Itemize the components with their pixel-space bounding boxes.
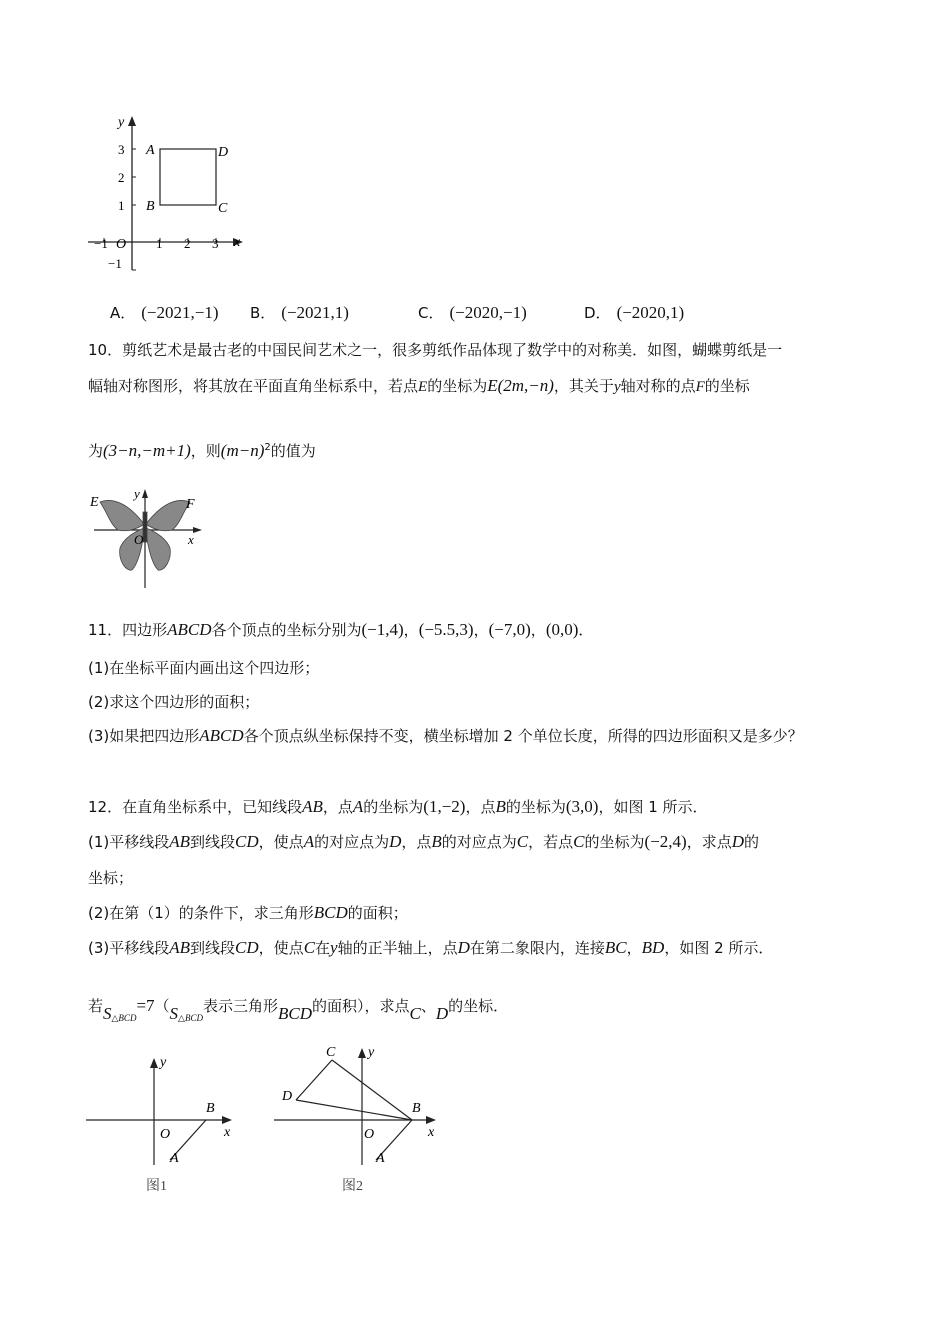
var: y [330,938,338,957]
text: ，点 [322,798,353,816]
var: A [352,797,364,816]
var-e: E [418,379,428,395]
text: (3)如果把四边形 [88,727,200,745]
option-value: (−2020,1) [616,303,685,322]
var: AB [169,938,191,957]
text: 各个顶点纵坐标保持不变，横坐标增加 2 个单位长度，所得的四边形面积又是多少？ [243,727,803,745]
text: ，其关于 [553,377,614,395]
x-label: x [428,1125,435,1140]
q10-line-3 [88,438,316,461]
text: 的 [743,833,759,851]
text: 的坐标为 [427,377,488,395]
text: 11．四边形 [88,621,168,639]
x-label: x [224,1125,231,1140]
figure-caption: 图2 [342,1179,363,1194]
option-c [418,302,527,324]
segment-bc [332,1060,412,1120]
text: ， [403,621,419,639]
option-letter: D． [584,304,611,322]
origin-label: O [116,237,127,252]
text: (1)平移线段 [88,833,170,851]
option-letter: B． [250,304,276,322]
var: CD [235,938,259,957]
origin-label: O [364,1127,375,1142]
text: 在第二象限内，连接 [469,939,605,957]
point-f-label: F [186,497,195,512]
point-b-label: B [146,199,155,214]
vertex-coordinate: (−5.5,3) [418,620,474,639]
q11-stem [88,620,593,640]
option-letter: C． [418,304,444,322]
vertex-coordinate: (−1,4) [361,620,404,639]
text: 轴对称的点 [620,377,696,395]
point-a-label: A [170,1151,179,1166]
text: ，则 [190,442,221,460]
q12-sub-3 [88,938,773,958]
square-abcd [160,149,216,205]
segment-bd [296,1100,412,1120]
q11-sub-2: (2)求这个四边形的面积； [88,693,260,711]
point-a-label: A [146,143,155,158]
text: 的对应点为 [441,833,517,851]
var: BC [604,938,627,957]
y-label: y [134,488,140,501]
var: CD [235,832,259,851]
e-coordinate: E(2m,−n) [487,376,554,395]
option-value: (−2020,−1) [449,303,527,322]
figure-2 [272,1040,452,1200]
option-d [584,302,684,324]
exponent: 2 [264,442,271,453]
point-c-label: C [218,201,228,216]
text: 轴的正半轴上，点 [337,939,458,957]
q12-sub-1 [88,832,759,852]
var: BD [641,938,665,957]
text: 到线段 [190,939,236,957]
x-tick-label: −1 [94,236,108,251]
text: 在 [315,939,331,957]
y-label: y [368,1045,375,1060]
text: 、 [420,997,436,1015]
q12-stem [88,797,708,817]
text: 的值为 [270,442,316,460]
option-a [110,302,219,324]
text: ， [530,621,546,639]
point-d-label: D [282,1089,293,1104]
figure-caption: 图1 [146,1179,167,1194]
coordinate: (1,−2) [423,797,466,816]
var: C [303,938,316,957]
text: 为 [88,442,104,460]
var: AB [169,832,191,851]
origin-label: O [134,532,144,547]
var: AB [302,797,323,816]
text: =7 [136,996,155,1015]
text: ， [626,939,642,957]
expression: (m−n) [220,441,265,460]
text: (3)平移线段 [88,939,170,957]
y-axis-arrow [128,116,136,126]
text: 的坐标为 [584,833,645,851]
var: BCD [313,903,348,922]
text: 的面积； [347,904,408,922]
text: 的坐标 [704,377,750,395]
q11-sub-1: (1)在坐标平面内画出这个四边形； [88,659,320,677]
y-tick-label: −1 [108,256,122,271]
text: 各个顶点的坐标分别为 [211,621,362,639]
f-coordinate: (3−n,−m+1) [103,441,191,460]
text: 若 [88,997,104,1015]
butterfly-figure [88,488,208,593]
x-label: x [234,235,241,250]
var: A [303,832,315,851]
x-tick-label: 3 [212,236,219,251]
var: D [435,1004,449,1023]
segment-cd [296,1060,332,1100]
text: ，求点 [686,833,732,851]
var-f: F [695,379,705,395]
option-b [250,302,349,324]
y-label: y [118,115,125,130]
q12-sub-2 [88,903,408,923]
origin-label: O [160,1127,171,1142]
text: 到线段 [190,833,236,851]
point-a-label: A [376,1151,385,1166]
text: 的坐标． [448,997,509,1015]
text: ，使点 [258,939,304,957]
y-tick-label: 2 [118,170,125,185]
subscript: △BCD [111,1013,137,1023]
var-y: y [613,379,621,395]
text: ，如图 2 所示． [664,939,774,957]
text: ． [578,621,594,639]
var: D [457,938,470,957]
option-value: (−2021,−1) [141,303,219,322]
option-letter: A． [110,304,136,322]
text: 的对应点为 [314,833,390,851]
var-abcd: ABCD [167,620,212,639]
x-tick-label: 1 [156,236,163,251]
q10-line-1: 10．剪纸艺术是最古老的中国民间艺术之一，很多剪纸作品体现了数学中的对称美．如图，蝴蝶剪纸是一 [88,341,783,359]
y-label: y [160,1055,167,1070]
text: 的坐标为 [505,798,566,816]
var: S [169,1004,179,1023]
var: D [731,832,744,851]
var-abcd: ABCD [199,726,244,745]
q12-sub-3-cont [88,996,508,1022]
point-b-label: B [412,1101,421,1116]
var: C [516,832,529,851]
text: ， [473,621,489,639]
text: ，使点 [258,833,304,851]
text: 的坐标为 [363,798,424,816]
coordinate: (3,0) [565,797,599,816]
q10-line-2 [88,376,750,397]
point-b-label: B [206,1101,215,1116]
var: S [103,1004,112,1023]
q12-sub-1-cont: 坐标； [88,869,134,887]
var: B [495,797,506,816]
text: ，如图 1 所示． [598,798,708,816]
point-e-label: E [90,495,99,510]
x-label: x [188,532,194,547]
q11-sub-3 [88,726,803,746]
coordinate: (−2,4) [644,832,687,851]
x-tick-label: 2 [184,236,191,251]
text: 表示三角形 [202,997,278,1015]
text: 的面积），求点 [311,997,410,1015]
text: ，点 [401,833,432,851]
vertex-coordinate: (−7,0) [488,620,531,639]
y-tick-label: 1 [118,198,125,213]
text: ，点 [465,798,496,816]
y-tick-label: 3 [118,142,125,157]
var: B [431,832,442,851]
subscript: △BCD [178,1013,203,1023]
text: （ [154,997,170,1015]
text: 12．在直角坐标系中，已知线段 [88,798,303,816]
point-d-label: D [218,145,229,160]
option-value: (−2021,1) [281,303,349,322]
var: D [389,832,402,851]
figure-1 [84,1050,254,1200]
var: C [409,1004,421,1023]
q9-coordinate-figure [80,110,255,280]
var: C [573,832,585,851]
vertex-coordinate: (0,0) [545,620,579,639]
text: (2)在第（1）的条件下，求三角形 [88,904,314,922]
var: BCD [277,1004,312,1023]
text: ，若点 [528,833,574,851]
point-c-label: C [326,1045,336,1060]
text: 幅轴对称图形，将其放在平面直角坐标系中，若点 [88,377,419,395]
